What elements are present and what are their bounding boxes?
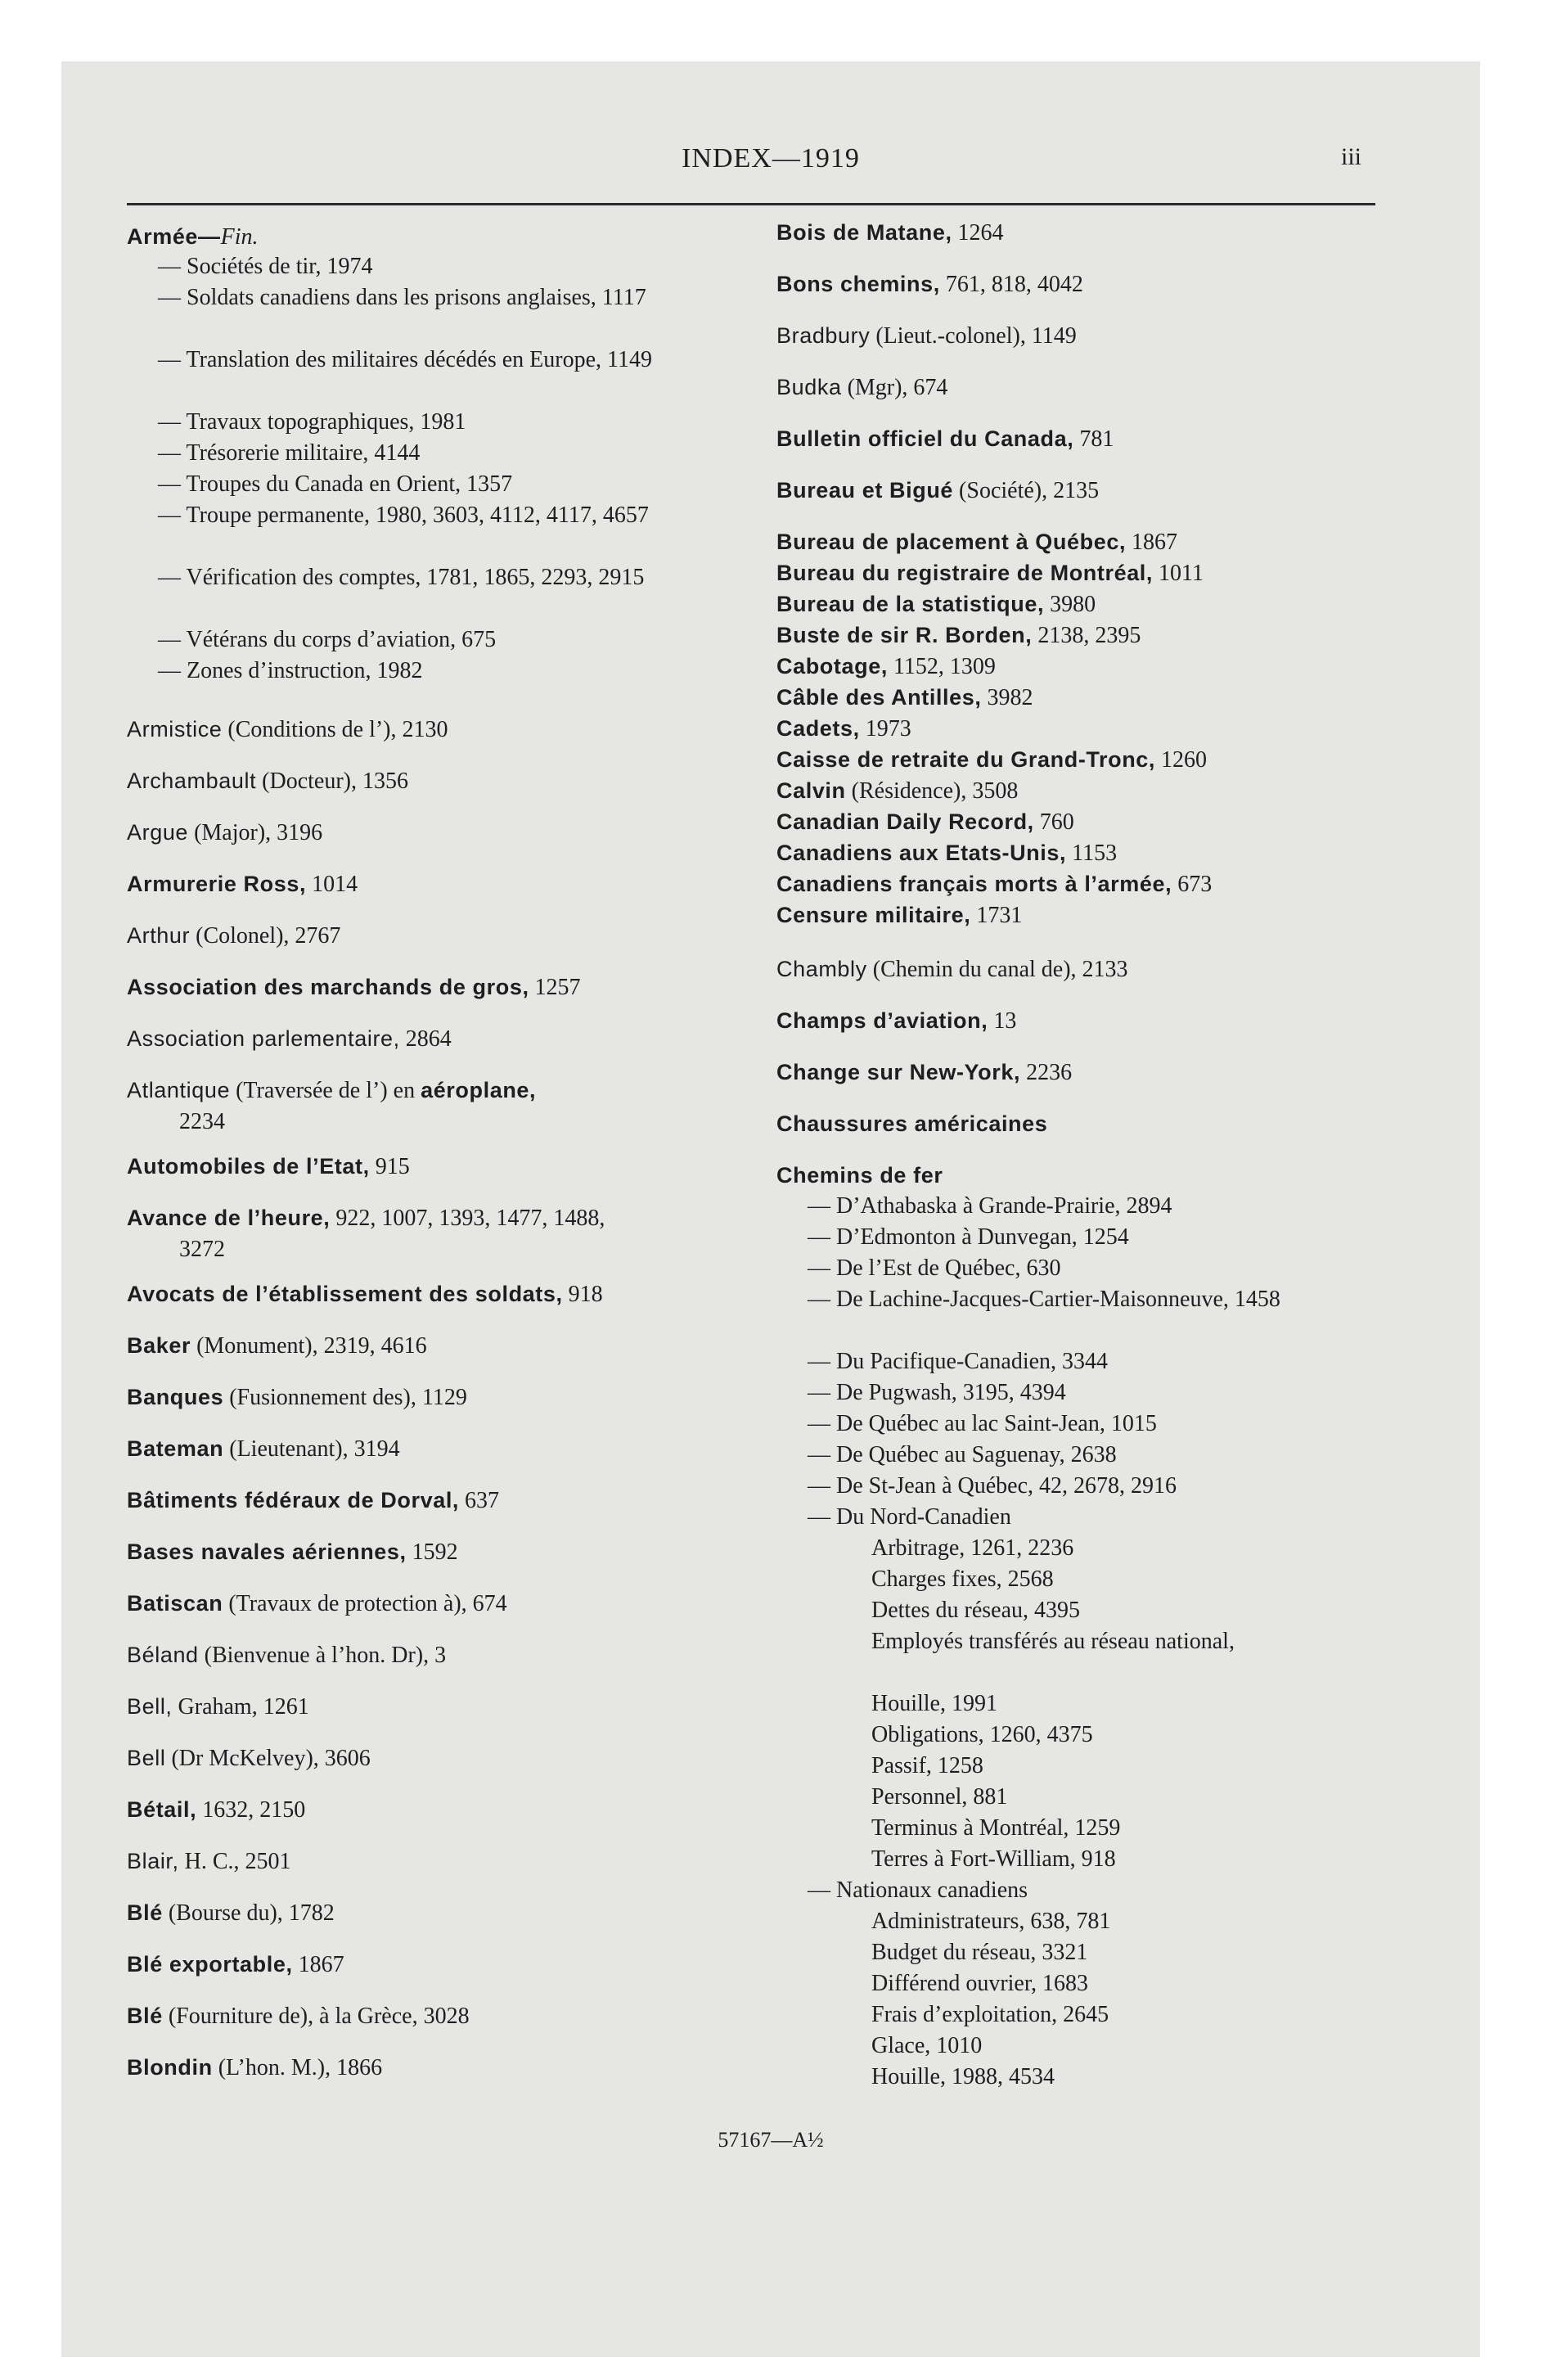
entry-heading: Archambault — [127, 769, 257, 793]
entry-references: 1973 — [859, 716, 911, 741]
index-entry — [776, 1005, 1415, 1037]
entry-references: (Travaux de protection à), 674 — [223, 1591, 507, 1616]
index-subentry — [127, 251, 768, 282]
index-entry — [127, 1949, 765, 1981]
entry-heading: Béland — [127, 1643, 199, 1667]
entry-references: 2864 — [399, 1026, 452, 1052]
index-entry — [776, 651, 1415, 683]
index-entry — [776, 1057, 1415, 1089]
subentry-text: — D’Athabaska à Grande-Prairie, 2894 — [808, 1193, 1172, 1219]
entry-references: 13 — [988, 1008, 1017, 1034]
entry-references: 1011 — [1153, 561, 1204, 586]
index-entry — [776, 620, 1415, 651]
entry-references: 781 — [1073, 426, 1114, 452]
index-subentry — [776, 1284, 1418, 1315]
entry-continuation: 3272 — [179, 1237, 225, 1262]
index-subentry — [127, 345, 768, 376]
index-subentry — [776, 1346, 1418, 1377]
subentry-text: Personnel, 881 — [871, 1784, 1008, 1810]
index-subentry — [776, 1502, 1418, 1533]
subentry-text: — Troupe permanente, 1980, 3603, 4112, 4117, 4657 — [158, 503, 649, 528]
index-subentry-level2 — [776, 1626, 1415, 1657]
entry-references: (Traversée de l’) en — [230, 1078, 421, 1103]
index-subentry-level2 — [776, 1595, 1415, 1626]
index-entry — [127, 1075, 765, 1138]
index-entry — [127, 1794, 765, 1826]
index-entry — [776, 744, 1415, 776]
entry-references: (Conditions de l’), 2130 — [222, 717, 448, 742]
entry-references: 673 — [1172, 872, 1213, 897]
entry-references: 1867 — [292, 1952, 344, 1977]
index-subentry-level2 — [776, 1564, 1415, 1595]
entry-references: 1731 — [970, 903, 1023, 928]
entry-heading: Automobiles de l’Etat, — [127, 1154, 370, 1179]
index-subentry-level2 — [776, 1751, 1415, 1782]
index-subentry — [127, 656, 768, 687]
subentry-text: — Du Pacifique-Canadien, 3344 — [808, 1349, 1109, 1374]
entry-heading: Bradbury — [776, 323, 871, 348]
entry-heading: Bureau du registraire de Montréal, — [776, 561, 1154, 585]
entry-heading: Bétail, — [127, 1797, 197, 1822]
index-entry — [776, 268, 1415, 300]
entry-heading: Bureau de la statistique, — [776, 592, 1045, 616]
entry-heading: Association parlementaire, — [127, 1026, 400, 1051]
index-entry — [776, 475, 1415, 507]
subentry-text: Houille, 1991 — [871, 1691, 997, 1716]
index-subentry — [776, 1440, 1418, 1471]
index-subentry-level2 — [776, 1720, 1415, 1751]
entry-heading: Batiscan — [127, 1591, 223, 1616]
index-entry — [127, 1742, 765, 1774]
index-subentry — [776, 1377, 1418, 1409]
index-subentry-level2 — [776, 1999, 1415, 2031]
index-subentry-level2 — [776, 1906, 1415, 1937]
entry-heading: Avocats de l’établissement des soldats, — [127, 1282, 563, 1306]
subentry-text: — Vétérans du corps d’aviation, 675 — [158, 627, 497, 652]
entry-heading: Chemins de fer — [776, 1163, 943, 1188]
index-subentry — [776, 1875, 1418, 1906]
index-entry — [127, 1639, 765, 1671]
entry-references: (Chemin du canal de), 2133 — [866, 957, 1128, 982]
entry-heading: Armée— — [127, 224, 221, 249]
entry-references: (Dr McKelvey), 3606 — [165, 1746, 371, 1771]
subentry-text: — Zones d’instruction, 1982 — [158, 658, 423, 683]
index-subentry — [776, 1471, 1418, 1502]
subentry-text: — De l’Est de Québec, 630 — [808, 1255, 1061, 1281]
entry-heading: Buste de sir R. Borden, — [776, 623, 1033, 647]
entry-heading: Change sur New-York, — [776, 1060, 1021, 1084]
index-subentry-level2 — [776, 1937, 1415, 1968]
index-subentry — [127, 282, 768, 313]
subentry-text: — Trésorerie militaire, 4144 — [158, 440, 421, 466]
index-subentry — [127, 562, 768, 593]
subentry-text: — Translation des militaires décédés en Europe, 1149 — [158, 347, 652, 372]
subentry-text: — De Québec au lac Saint-Jean, 1015 — [808, 1411, 1157, 1436]
entry-heading: Bons chemins, — [776, 272, 940, 296]
entry-references: 1260 — [1155, 747, 1208, 773]
index-entry — [127, 1846, 765, 1877]
subentry-text: Terminus à Montréal, 1259 — [871, 1815, 1121, 1841]
entry-heading-italic: Fin. — [220, 224, 259, 250]
entry-references: (Bourse du), 1782 — [162, 1900, 335, 1926]
index-entry — [776, 868, 1415, 900]
index-subentry-level2 — [776, 1533, 1415, 1564]
entry-heading: Armistice — [127, 717, 223, 741]
subentry-text: Arbitrage, 1261, 2236 — [871, 1535, 1074, 1561]
entry-references: (Colonel), 2767 — [190, 923, 341, 949]
index-entry — [776, 775, 1415, 807]
entry-heading: Canadiens aux Etats-Unis, — [776, 841, 1067, 865]
index-entry — [127, 971, 765, 1003]
subentry-text: Dettes du réseau, 4395 — [871, 1598, 1081, 1623]
entry-heading: Cadets, — [776, 716, 860, 741]
entry-heading: Bases navales aériennes, — [127, 1539, 407, 1564]
entry-references: 1257 — [529, 975, 581, 1000]
entry-references: (Monument), 2319, 4616 — [191, 1333, 427, 1359]
entry-references: 637 — [459, 1488, 500, 1513]
entry-references: (L’hon. M.), 1866 — [212, 2055, 383, 2080]
index-entry — [776, 953, 1415, 985]
entry-references: 1014 — [306, 872, 358, 897]
index-entry — [776, 899, 1415, 931]
index-entry — [127, 868, 765, 900]
entry-heading: Canadiens français morts à l’armée, — [776, 872, 1172, 896]
entry-heading: Bell, — [127, 1694, 173, 1719]
entry-heading: Bureau et Bigué — [776, 478, 954, 503]
entry-heading: Atlantique — [127, 1078, 231, 1102]
index-entry — [127, 765, 765, 797]
entry-references: 915 — [369, 1154, 410, 1179]
page-footer: 57167—A½ — [718, 2128, 824, 2152]
index-entry — [776, 1108, 1415, 1140]
entry-heading: Blé exportable, — [127, 1952, 293, 1977]
index-entry — [127, 817, 765, 849]
index-entry — [776, 320, 1415, 352]
index-entry — [776, 217, 1415, 249]
entry-heading: Baker — [127, 1333, 191, 1358]
entry-references: 760 — [1033, 809, 1074, 835]
entry-heading: Bois de Matane, — [776, 220, 952, 245]
entry-references: H. C., 2501 — [178, 1849, 291, 1874]
subentry-text: Houille, 1988, 4534 — [871, 2064, 1055, 2089]
entry-references: 1152, 1309 — [887, 654, 996, 679]
entry-heading: Bell — [127, 1746, 166, 1770]
entry-heading: Association des marchands de gros, — [127, 975, 529, 999]
entry-references: 1867 — [1126, 530, 1178, 555]
entry-references: 1264 — [952, 220, 1004, 246]
index-entry — [127, 1151, 765, 1183]
index-subentry — [127, 624, 768, 656]
index-subentry-level2 — [776, 1688, 1415, 1720]
index-entry — [776, 1160, 1415, 1192]
index-entry — [127, 1485, 765, 1517]
index-entry — [776, 682, 1415, 714]
subentry-text: Employés transférés au réseau national, — [871, 1629, 1235, 1654]
index-entry — [127, 221, 765, 253]
subentry-text: — De Lachine-Jacques-Cartier-Maisonneuve, 1458 — [808, 1287, 1280, 1312]
entry-heading: Argue — [127, 820, 189, 845]
entry-heading: Champs d’aviation, — [776, 1008, 988, 1033]
index-subentry — [776, 1191, 1418, 1222]
entry-heading: Blé — [127, 1900, 163, 1925]
subentry-text: Différend ouvrier, 1683 — [871, 1971, 1089, 1996]
index-entry — [127, 1897, 765, 1929]
subentry-text: Terres à Fort-William, 918 — [871, 1846, 1116, 1872]
index-entry — [776, 372, 1415, 403]
index-entry — [127, 1536, 765, 1568]
subentry-text: Budget du réseau, 3321 — [871, 1940, 1088, 1965]
header-rule — [127, 203, 1375, 205]
subentry-text: Obligations, 1260, 4375 — [871, 1722, 1093, 1747]
index-entry — [127, 1382, 765, 1413]
subentry-text: — De Québec au Saguenay, 2638 — [808, 1442, 1117, 1467]
index-subentry-level2 — [776, 1782, 1415, 1813]
index-entry — [776, 526, 1415, 558]
index-subentry — [776, 1409, 1418, 1440]
index-subentry — [127, 438, 768, 469]
entry-heading: Caisse de retraite du Grand-Tronc, — [776, 747, 1156, 772]
subentry-text: — Du Nord-Canadien — [808, 1504, 1011, 1530]
entry-references: 2138, 2395 — [1032, 623, 1141, 648]
entry-heading: Budka — [776, 375, 842, 399]
entry-references: (Lieutenant), 3194 — [223, 1436, 400, 1462]
index-subentry-level2 — [776, 1968, 1415, 1999]
index-page — [61, 61, 1480, 2357]
entry-heading: Canadian Daily Record, — [776, 809, 1034, 834]
subentry-text: — Travaux topographiques, 1981 — [158, 409, 466, 435]
entry-heading: Avance de l’heure, — [127, 1206, 331, 1230]
index-entry — [127, 2052, 765, 2084]
index-entry — [776, 423, 1415, 455]
entry-heading: Blé — [127, 2004, 163, 2028]
subentry-text: — D’Edmonton à Dunvegan, 1254 — [808, 1224, 1129, 1250]
index-entry — [127, 920, 765, 952]
entry-references: 1592 — [406, 1539, 458, 1565]
entry-references: (Fusionnement des), 1129 — [223, 1385, 467, 1410]
subentry-text: — Sociétés de tir, 1974 — [158, 254, 373, 279]
entry-references: (Bienvenue à l’hon. Dr), 3 — [198, 1643, 447, 1668]
subentry-text: Charges fixes, 2568 — [871, 1566, 1054, 1592]
subentry-text: — Vérification des comptes, 1781, 1865, 2293, 2915 — [158, 565, 645, 590]
subentry-text: — Troupes du Canada en Orient, 1357 — [158, 471, 513, 497]
entry-references: (Docteur), 1356 — [256, 769, 408, 794]
subentry-text: — De Pugwash, 3195, 4394 — [808, 1380, 1066, 1405]
entry-references: (Société), 2135 — [953, 478, 1100, 503]
index-entry — [127, 2000, 765, 2032]
page-header-title: INDEX—1919 — [682, 143, 860, 174]
index-entry — [776, 837, 1415, 869]
page-number: iii — [1340, 143, 1361, 170]
entry-references: 1632, 2150 — [196, 1797, 306, 1823]
subentry-text: — De St-Jean à Québec, 42, 2678, 2916 — [808, 1473, 1177, 1499]
entry-heading: Bureau de placement à Québec, — [776, 530, 1127, 554]
index-subentry-level2 — [776, 2062, 1415, 2093]
entry-heading: Chaussures américaines — [776, 1111, 1048, 1136]
index-entry — [127, 1278, 765, 1310]
index-subentry-level2 — [776, 1813, 1415, 1844]
index-entry — [127, 1691, 765, 1723]
entry-references: 3982 — [981, 685, 1033, 710]
subentry-text: Passif, 1258 — [871, 1753, 983, 1778]
entry-heading: Banques — [127, 1385, 224, 1409]
entry-heading: Arthur — [127, 923, 191, 948]
entry-continuation: 2234 — [179, 1109, 225, 1134]
entry-references: (Fourniture de), à la Grèce, 3028 — [162, 2004, 470, 2029]
entry-references: 761, 818, 4042 — [939, 272, 1083, 297]
entry-references: (Lieut.-colonel), 1149 — [870, 323, 1077, 349]
index-entry — [776, 806, 1415, 838]
subentry-text: Administrateurs, 638, 781 — [871, 1909, 1111, 1934]
entry-references: (Major), 3196 — [188, 820, 323, 845]
index-entry — [127, 1330, 765, 1362]
entry-heading: Cabotage, — [776, 654, 888, 678]
index-entry — [127, 714, 765, 746]
entry-heading: Blondin — [127, 2055, 213, 2080]
entry-heading: Câble des Antilles, — [776, 685, 982, 710]
entry-heading: Armurerie Ross, — [127, 872, 307, 896]
entry-heading-extra: aéroplane, — [421, 1078, 537, 1102]
entry-references: (Mgr), 674 — [841, 375, 948, 400]
entry-heading: Bâtiments fédéraux de Dorval, — [127, 1488, 460, 1512]
subentry-text: Glace, 1010 — [871, 2033, 983, 2058]
subentry-text: — Nationaux canadiens — [808, 1877, 1028, 1903]
index-entry — [127, 1588, 765, 1620]
entry-heading: Bulletin officiel du Canada, — [776, 426, 1074, 451]
index-subentry — [127, 469, 768, 500]
index-entry — [127, 1202, 765, 1265]
entry-heading: Chambly — [776, 957, 867, 981]
index-entry — [776, 713, 1415, 745]
entry-references: 2236 — [1020, 1060, 1073, 1085]
index-entry — [776, 557, 1415, 589]
index-entry — [127, 1023, 765, 1055]
index-subentry-level2 — [776, 2031, 1415, 2062]
entry-references: (Résidence), 3508 — [845, 778, 1019, 804]
index-subentry — [127, 407, 768, 438]
index-subentry — [776, 1253, 1418, 1284]
subentry-text: — Soldats canadiens dans les prisons anglaises, 1117 — [158, 285, 646, 310]
index-subentry-level2 — [776, 1844, 1415, 1875]
index-entry — [127, 1433, 765, 1465]
index-entry — [776, 588, 1415, 620]
entry-heading: Censure militaire, — [776, 903, 971, 927]
entry-references: 3980 — [1044, 592, 1096, 617]
entry-heading: Blair, — [127, 1849, 179, 1873]
entry-references: 922, 1007, 1393, 1477, 1488, — [330, 1206, 605, 1231]
index-subentry — [127, 500, 768, 531]
entry-heading: Bateman — [127, 1436, 224, 1461]
index-subentry — [776, 1222, 1418, 1253]
subentry-text: Frais d’exploitation, 2645 — [871, 2002, 1109, 2027]
entry-references: Graham, 1261 — [172, 1694, 309, 1720]
entry-references: 918 — [562, 1282, 603, 1307]
entry-heading: Calvin — [776, 778, 846, 803]
entry-references: 1153 — [1066, 841, 1118, 866]
